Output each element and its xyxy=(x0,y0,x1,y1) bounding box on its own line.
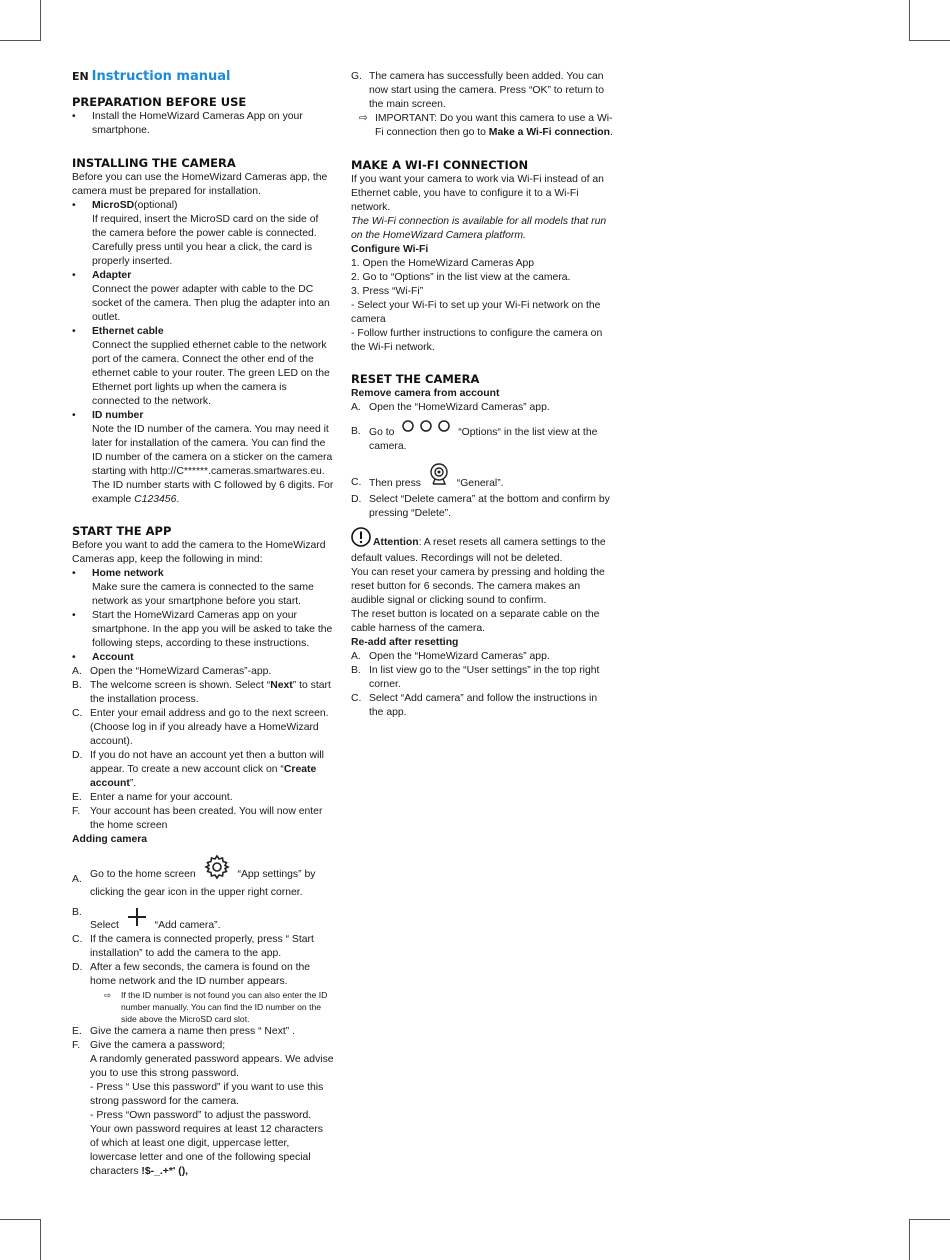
crop-mark xyxy=(0,40,41,41)
section-heading: MAKE A WI-FI CONNECTION xyxy=(351,158,529,172)
subsection-heading: Re-add after resetting xyxy=(351,637,459,648)
step-item: C. If the camera is connected properly, press “ Start installation” to add the camera to the app. xyxy=(72,934,314,959)
section-preparation xyxy=(72,95,334,138)
section-intro: Before you can use the HomeWizard Cameras app, the camera must be prepared for installation. xyxy=(72,172,328,197)
camera-settings-icon xyxy=(428,462,450,493)
attention-note: Attention: A reset resets all camera settings to the default values. Recordings will not be deleted. xyxy=(351,527,613,566)
step-item: A. Go to the home screen “App settings” by clicking the gear icon in the upper right corner. xyxy=(72,853,334,900)
step-item: E. Give the camera a name then press “ Next” . xyxy=(72,1026,296,1037)
list-item: • Start the HomeWizard Cameras app on your smartphone. In the app you will be asked to take the following steps, according to these instructions. xyxy=(72,610,333,649)
list-item: • Account xyxy=(72,652,134,663)
note-item: ⇨ If the ID number is not found you can also enter the ID number manually. You can find the ID number on the side above the MicroSD card slot. xyxy=(104,990,328,1024)
arrow-icon: ⇨ xyxy=(104,990,112,1000)
step-item: C. Select “Add camera” and follow the instructions in the app. xyxy=(351,693,598,718)
section-installing xyxy=(72,156,334,507)
section-heading: INSTALLING THE CAMERA xyxy=(72,156,236,170)
section-wifi: MAKE A WI-FI CONNECTION If you want your camera to work via Wi-Fi instead of an Ethernet cable, you have to configure it to a Wi-Fi network. The Wi-Fi connection is available for all models that run on the HomeWizard Camera platform. Configure Wi-Fi 1. Open the HomeWizard Cameras App 2. Go to “Options” in the list view at the camera. 3. Press “Wi-Fi” - Select your Wi-Fi to set up your Wi-Fi network on the camera - Follow further instructions to configure the camera on the Wi-Fi network. xyxy=(351,158,613,355)
step-item: A. Open the “HomeWizard Cameras”-app. xyxy=(72,666,272,677)
step-item: B. In list view go to the “User settings” in the top right corner. xyxy=(351,665,600,690)
arrow-icon: ⇨ xyxy=(359,113,368,124)
crop-mark xyxy=(909,1219,950,1220)
step-item: D. Select “Delete camera” at the bottom and confirm by pressing “Delete”. xyxy=(351,494,610,519)
step-item: D. After a few seconds, the camera is found on the home network and the ID number appears. xyxy=(72,962,311,987)
step-item: B. The welcome screen is shown. Select “Next” to start the installation process. xyxy=(72,680,331,705)
list-item: • ID number Note the ID number of the camera. You may need it later for installation of the camera. You can find the ID number of the camera on a sticker on the camera starting with http://C******.cameras.smartwares.eu. The ID number starts with C followed by 6 digits. For example C123456. xyxy=(72,410,334,505)
crop-mark xyxy=(909,40,950,41)
crop-mark xyxy=(909,1219,910,1260)
plus-icon xyxy=(126,906,148,933)
crop-mark xyxy=(40,1219,41,1260)
subsection-heading: Remove camera from account xyxy=(351,388,500,399)
note-item: ⇨ IMPORTANT: Do you want this camera to use a Wi-Fi connection then go to Make a Wi-Fi connection. xyxy=(359,113,613,138)
step-item: B. Select “Add camera”. xyxy=(72,907,221,931)
step-item: A. Open the “HomeWizard Cameras” app. xyxy=(351,651,550,662)
crop-mark xyxy=(0,1219,41,1220)
left-column xyxy=(72,70,334,1179)
subsection-heading: Configure Wi-Fi xyxy=(351,244,429,255)
document-header xyxy=(72,70,334,85)
list-item: • Ethernet cable Connect the supplied ethernet cable to the network port of the camera. Connect the other end of the ethernet cable to your router. The green LED on the Ethernet port lights up when the camera is connected to the network. xyxy=(72,326,330,407)
step-item: D. If you do not have an account yet then a button will appear. To create a new account click on “Create account”. xyxy=(72,750,324,789)
step-item: F. Your account has been created. You will now enter the home screen xyxy=(72,806,323,831)
list-item: • Home network Make sure the camera is connected to the same network as your smartphone before you start. xyxy=(72,568,314,607)
document-title: Instruction manual xyxy=(91,69,231,84)
step-item: A. Open the “HomeWizard Cameras” app. xyxy=(351,402,550,413)
step-item: B. Go to “Options“ in the list view at the camera. xyxy=(351,419,613,454)
crop-mark xyxy=(40,0,41,41)
section-adding-camera xyxy=(72,833,334,1179)
section-start-app xyxy=(72,524,334,833)
list-item: • MicroSD(optional) If required, insert the MicroSD card on the side of the camera before the power cable is connected. Carefully press until you hear a click, the card is properly inserted. xyxy=(72,200,319,267)
step-item: G. The camera has successfully been added. You can now start using the camera. Press “OK” to return to the main screen. xyxy=(351,71,605,110)
section-heading: PREPARATION BEFORE USE xyxy=(72,95,247,109)
section-heading: START THE APP xyxy=(72,524,172,538)
gear-icon xyxy=(203,853,231,886)
step-item: C. Then press “General”. xyxy=(351,462,613,493)
three-dots-icon xyxy=(401,419,451,438)
exclamation-icon xyxy=(351,527,371,552)
step-item: E. Enter a name for your account. xyxy=(72,792,233,803)
section-heading: RESET THE CAMERA xyxy=(351,372,480,386)
subsection-heading: Adding camera xyxy=(72,834,148,845)
section-intro: Before you want to add the camera to the HomeWizard Cameras app, keep the following in mind: xyxy=(72,540,326,565)
step-item: F. Give the camera a password; A randomly generated password appears. We advise you to use this strong password. - Press “ Use this password” if you want to use this strong password for the camera. - Press “Own password” to adjust the password. Your own password requires at least 12 characters of which at least one digit, uppercase letter, lowercase letter and one of the following special characters !$-_.+*' (), xyxy=(72,1040,334,1177)
crop-mark xyxy=(909,0,910,41)
list-item: • Adapter Connect the power adapter with cable to the DC socket of the camera. Then plug the adapter into an outlet. xyxy=(72,270,330,323)
right-column xyxy=(351,70,613,720)
language-code: EN xyxy=(72,70,89,83)
section-reset: RESET THE CAMERA Remove camera from account A. Open the “HomeWizard Cameras” app. B. Go to “Options“ in the list view at the camera. C. Then press “General”. D. Select “Delete camera” at the bottom and confirm by pressing “Delete”. Attention: A reset resets all camera settings to the default values. Recordings will not be deleted. You can reset your camera by pressing and holding the reset button for 6 seconds. The camera makes an audible signal or clicking sound to confirm. The reset button is located on a separate cable on the cable harness of the camera. Re-add after resetting A. Open the “HomeWizard Cameras” app. B. In list view go to the “User settings” in the top right corner. C. Select “Add camera” and follow the instructions in the app. xyxy=(351,372,613,720)
step-item: C. Enter your email address and go to the next screen. (Choose log in if you already have a HomeWizard account). xyxy=(72,708,329,747)
list-item: • Install the HomeWizard Cameras App on your smartphone. xyxy=(72,111,303,136)
